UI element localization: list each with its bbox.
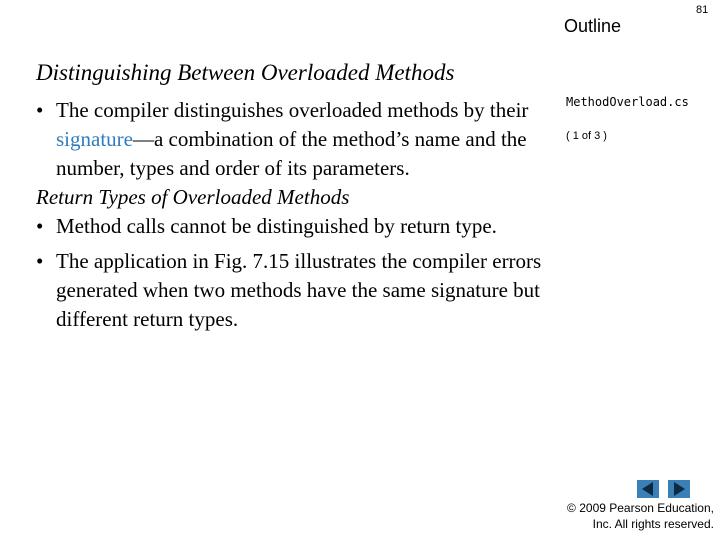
left-triangle-icon [642,482,653,496]
filename-label: MethodOverload.cs [566,95,689,109]
outline-label: Outline [564,16,622,36]
page-indicator: ( 1 of 3 ) [566,130,607,142]
bullet1-text-post: —a combination of the method’s name and the number, types and order of its parameters. [56,127,527,180]
bullet2-text: Method calls cannot be distinguished by return type. [56,214,497,238]
bullet-fig-7-15 [36,247,566,334]
bullet1-text-pre: The compiler distinguishes overloaded methods by their [56,98,529,122]
bullet-dot: • [36,98,44,122]
bullet-dot: • [36,249,44,273]
copyright-line-1: © 2009 Pearson Education, [567,501,714,515]
page-number: 81 [696,4,709,16]
copyright-notice [567,500,714,532]
slide-body [36,96,566,334]
prev-slide-button[interactable] [637,480,659,498]
next-slide-button[interactable] [668,480,690,498]
subheading-return-types: Return Types of Overloaded Methods [36,185,350,209]
bullet-compiler-signature [36,96,566,183]
bullet-dot: • [36,214,44,238]
signature-keyword: signature [56,127,133,151]
slide-title: Distinguishing Between Overloaded Methods [36,60,455,85]
copyright-line-2: Inc. All rights reserved. [592,517,714,531]
bullet-return-type [36,212,566,241]
right-triangle-icon [674,482,685,496]
bullet3-text: The application in Fig. 7.15 illustrates the compiler errors generated when two methods have the same signature but different return types. [56,249,542,331]
